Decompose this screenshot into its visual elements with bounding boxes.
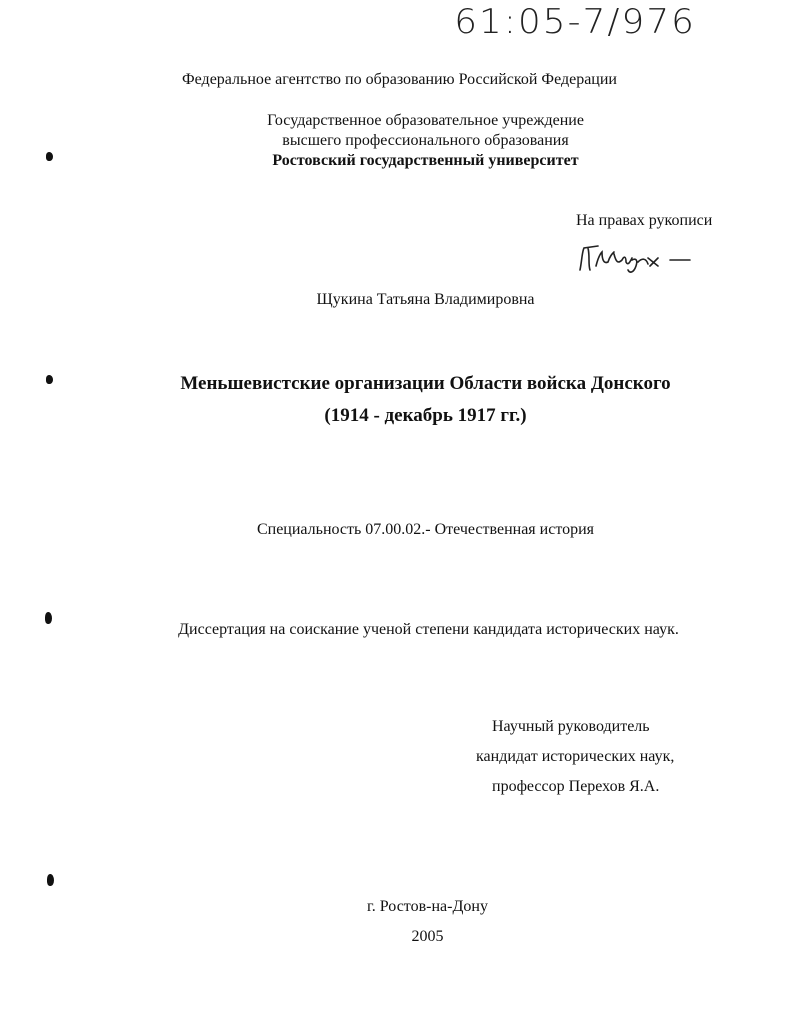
manuscript-rights-label: На правах рукописи (576, 212, 713, 229)
author-name: Щукина Татьяна Владимировна (316, 291, 535, 308)
archive-code-handwritten: 61:05-7/976 (454, 2, 696, 42)
specialty-line: Специальность 07.00.02.- Отечественная история (256, 521, 595, 538)
university-name: Ростовский государственный университет (272, 152, 579, 169)
year: 2005 (411, 928, 444, 945)
institution-line-1: Государственное образовательное учреждение (267, 112, 584, 129)
binding-hole-mark (46, 375, 53, 384)
author-signature (574, 240, 694, 276)
dissertation-degree-line: Диссертация на соискание ученой степени кандидата исторических наук. (178, 621, 679, 638)
binding-hole-mark (45, 612, 52, 624)
supervisor-name: профессор Перехов Я.А. (492, 778, 660, 795)
dissertation-title-line-1: Меньшевистские организации Области войска Донского (180, 373, 671, 394)
agency-line: Федеральное агентство по образованию Российской Федерации (182, 71, 617, 88)
institution-line-2: высшего профессионального образования (282, 132, 569, 149)
binding-hole-mark (47, 874, 54, 886)
dissertation-title-line-2: (1914 - декабрь 1917 гг.) (324, 405, 527, 426)
city: г. Ростов-на-Дону (367, 898, 488, 915)
binding-hole-mark (46, 152, 53, 161)
supervisor-label: Научный руководитель (492, 718, 650, 735)
supervisor-degree: кандидат исторических наук, (476, 748, 675, 765)
